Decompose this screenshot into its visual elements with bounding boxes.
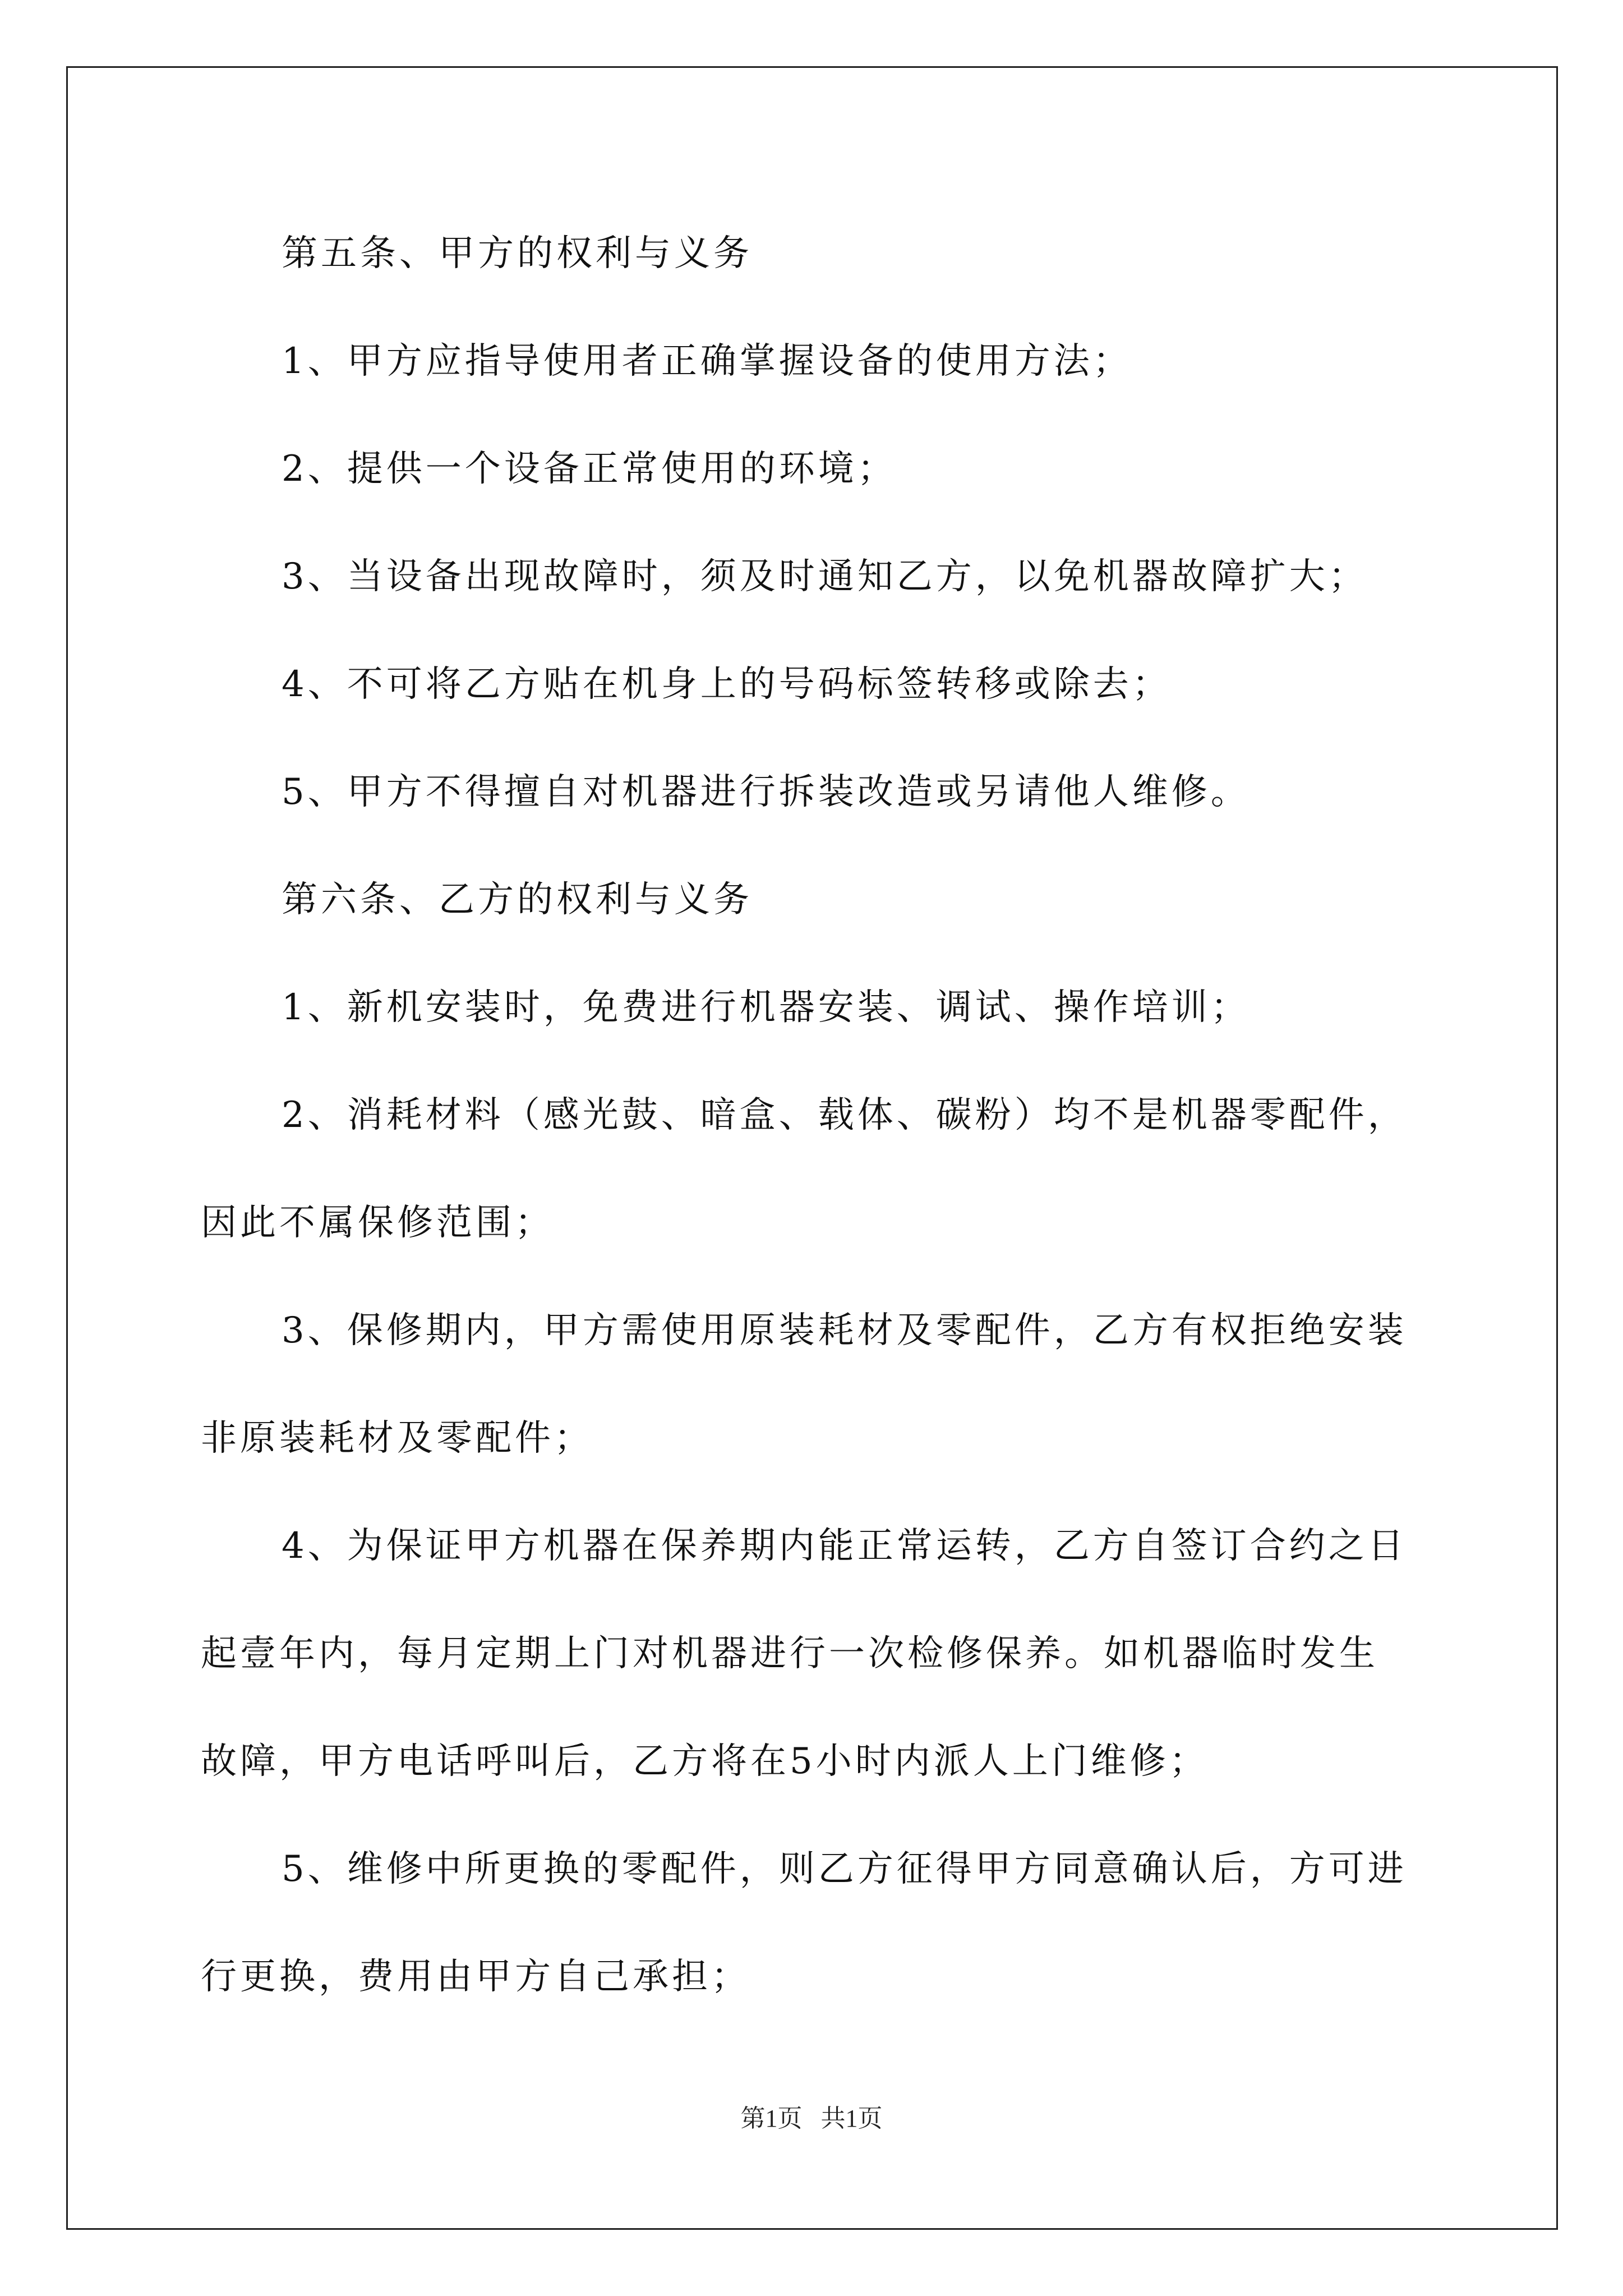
paragraph-line: 4、不可将乙方贴在机身上的号码标签转移或除去； bbox=[282, 664, 1172, 705]
paragraph-line: 3、保修期内，甲方需使用原装耗材及零配件，乙方有权拒绝安装 bbox=[282, 1310, 1407, 1351]
page-footer bbox=[0, 2098, 1623, 2134]
section-heading-article-6 bbox=[201, 864, 1435, 972]
list-item bbox=[201, 1295, 1435, 1510]
paragraph-line: 3、当设备出现故障时，须及时通知乙方，以免机器故障扩大； bbox=[282, 556, 1368, 597]
paragraph-line: 起壹年内，每月定期上门对机器进行一次检修保养。如机器临时发生 bbox=[201, 1633, 1378, 1674]
paragraph-line: 1、甲方应指导使用者正确掌握设备的使用方法； bbox=[282, 341, 1132, 382]
paragraph-line: 第五条、甲方的权利与义务 bbox=[282, 233, 753, 274]
paragraph-line: 2、提供一个设备正常使用的环境； bbox=[282, 448, 897, 490]
list-item bbox=[201, 1079, 1435, 1295]
list-item bbox=[201, 325, 1435, 433]
paragraph-line: 4、为保证甲方机器在保养期内能正常运转，乙方自签订合约之日 bbox=[282, 1525, 1407, 1567]
paragraph-line: 行更换，费用由甲方自己承担； bbox=[201, 1956, 750, 1998]
page-number: 第1页 共1页 bbox=[740, 2105, 883, 2132]
list-item bbox=[201, 1833, 1435, 2049]
list-item bbox=[201, 541, 1435, 648]
list-item bbox=[201, 972, 1435, 1079]
paragraph-line: 1、新机安装时，免费进行机器安装、调试、操作培训； bbox=[282, 987, 1250, 1028]
paragraph-line: 故障，甲方电话呼叫后，乙方将在5小时内派人上门维修； bbox=[201, 1741, 1209, 1782]
section-heading-article-5 bbox=[201, 218, 1435, 325]
paragraph-line: 因此不属保修范围； bbox=[201, 1202, 554, 1244]
paragraph-line: 5、维修中所更换的零配件，则乙方征得甲方同意确认后，方可进 bbox=[282, 1848, 1407, 1890]
paragraph-line: 第六条、乙方的权利与义务 bbox=[282, 879, 753, 921]
paragraph-line: 2、消耗材料（感光鼓、暗盒、载体、碳粉）均不是机器零配件， bbox=[282, 1094, 1407, 1136]
document-body bbox=[201, 218, 1435, 2049]
list-item bbox=[201, 433, 1435, 541]
list-item bbox=[201, 1510, 1435, 1833]
paragraph-line: 5、甲方不得擅自对机器进行拆装改造或另请他人维修。 bbox=[282, 771, 1250, 813]
paragraph-line: 非原装耗材及零配件； bbox=[201, 1418, 593, 1459]
list-item bbox=[201, 756, 1435, 864]
list-item bbox=[201, 648, 1435, 756]
